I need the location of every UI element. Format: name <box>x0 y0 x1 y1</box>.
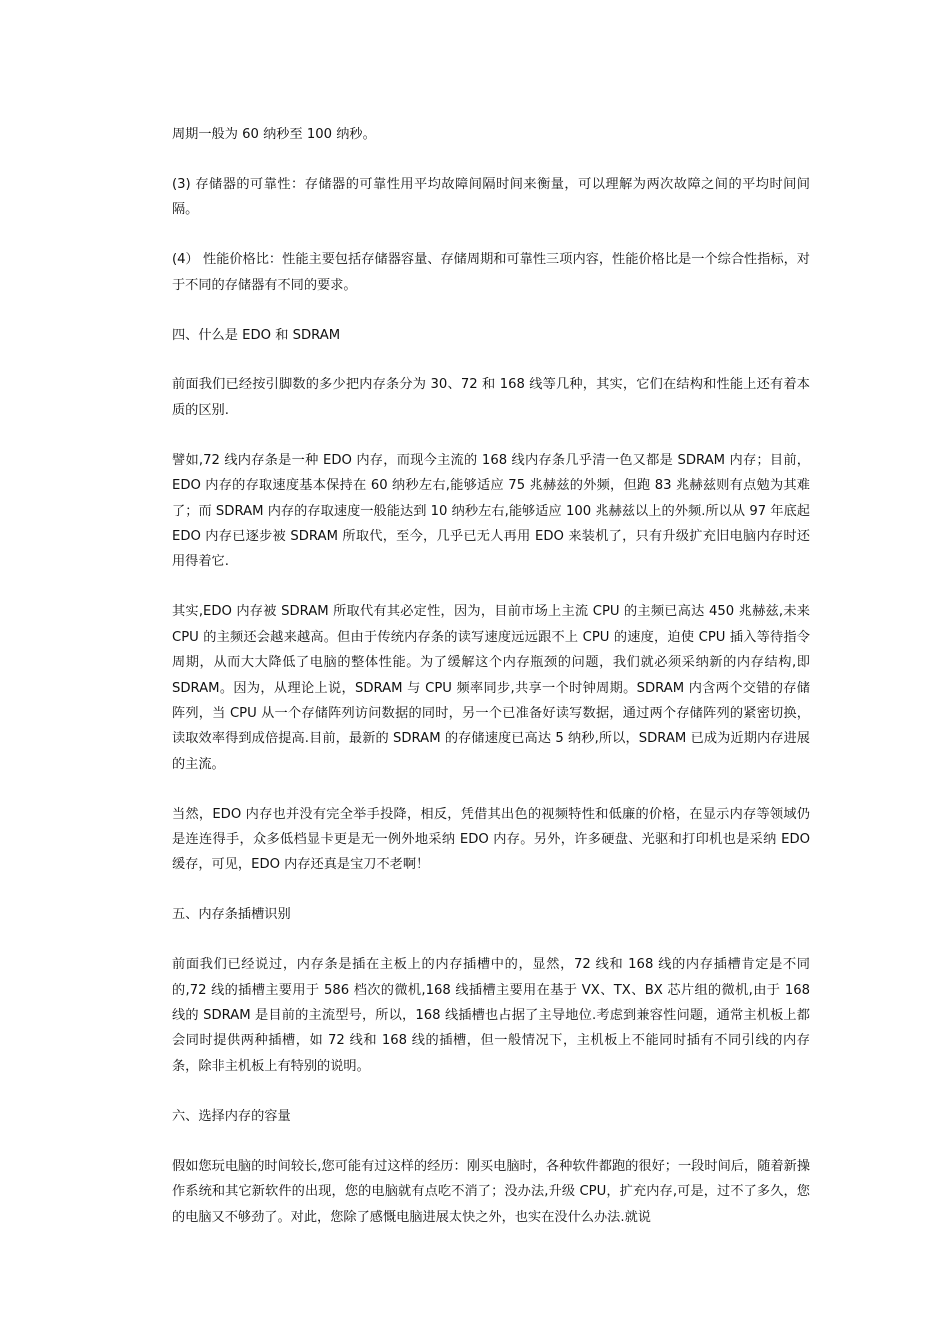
paragraph: 前面我们已经按引脚数的多少把内存条分为 30、72 和 168 线等几种，其实，它们在结构和性能上还有着本质的区别. <box>172 377 810 418</box>
paragraph: 譬如,72 线内存条是一种 EDO 内存，而现今主流的 168 线内存条几乎清一色又都是 SDRAM 内存；目前，EDO 内存的存取速度基本保持在 60 纳秒左右,能够适应 75 兆赫兹的外频，但跑 83 兆赫兹则有点勉为其难了；而 SDRAM 内存的存取速度一般能达到 10 纳秒左右,能够适应 100 兆赫兹以上的外频.所以从 97 年底起 EDO 内存已逐步被 SDRAM 所取代，至今，几乎已无人再用 EDO 来装机了，只有升级扩充旧电脑内存时还用得着它. <box>172 452 810 570</box>
paragraph: 前面我们已经说过，内存条是插在主板上的内存插槽中的，显然，72 线和 168 线的内存插槽肯定是不同的,72 线的插槽主要用于 586 档次的微机,168 线插槽主要用在基于 VX、TX、BX 芯片组的微机,由于 168 线的 SDRAM 是目前的主流型号，所以，168 线插槽也占据了主导地位.考虑到兼容性问题，通常主机板上都会同时提供两种插槽，如 72 线和 168 线的插槽，但一般情况下，主机板上不能同时插有不同引线的内存条，除非主机板上有特别的说明。 <box>172 957 810 1074</box>
paragraph: 周期一般为 60 纳秒至 100 纳秒。 <box>172 127 376 142</box>
paragraph: 当然，EDO 内存也并没有完全举手投降，相反，凭借其出色的视频特性和低廉的价格，在显示内存等领域仍是连连得手，众多低档显卡更是无一例外地采纳 EDO 内存。另外，许多硬盘、光驱和打印机也是采纳 EDO 缓存，可见，EDO 内存还真是宝刀不老啊！ <box>172 806 810 873</box>
document-body <box>172 122 810 1254</box>
paragraph: (3) 存储器的可靠性：存储器的可靠性用平均故障间隔时间来衡量，可以理解为两次故障之间的平均时间间隔。 <box>172 176 810 218</box>
paragraph: 假如您玩电脑的时间较长,您可能有过这样的经历：刚买电脑时，各种软件都跑的很好；一段时间后，随着新操作系统和其它新软件的出现，您的电脑就有点吃不消了；没办法,升级 CPU，扩充内存,可是，过不了多久，您的电脑又不够劲了。对此，您除了感慨电脑进展太快之外，也实在没什么办法.就说 <box>172 1158 811 1225</box>
section-heading: 六、选择内存的容量 <box>172 1108 291 1124</box>
paragraph: (4） 性能价格比：性能主要包括存储器容量、存储周期和可靠性三项内容，性能价格比是一个综合性指标，对于不同的存储器有不同的要求。 <box>172 252 810 293</box>
section-heading: 四、什么是 EDO 和 SDRAM <box>172 327 341 343</box>
paragraph: 其实,EDO 内存被 SDRAM 所取代有其必定性，因为，目前市场上主流 CPU 的主频已高达 450 兆赫兹,未来 CPU 的主频还会越来越高。但由于传统内存条的读写速度远远跟不上 CPU 的速度，迫使 CPU 插入等待指令周期，从而大大降低了电脑的整体性能。为了缓解这个内存瓶颈的问题，我们就必须采纳新的内存结构,即 SDRAM。因为，从理论上说，SDRAM 与 CPU 频率同步,共享一个时钟周期。SDRAM 内含两个交错的存储阵列，当 CPU 从一个存储阵列访问数据的同时，另一个已准备好读写数据，通过两个存储阵列的紧密切换，读取效率得到成倍提高.目前，最新的 SDRAM 的存储速度已高达 5 纳秒,所以，SDRAM 已成为近期内存进展的主流。 <box>172 604 810 772</box>
section-heading: 五、内存条插槽识别 <box>172 907 291 923</box>
